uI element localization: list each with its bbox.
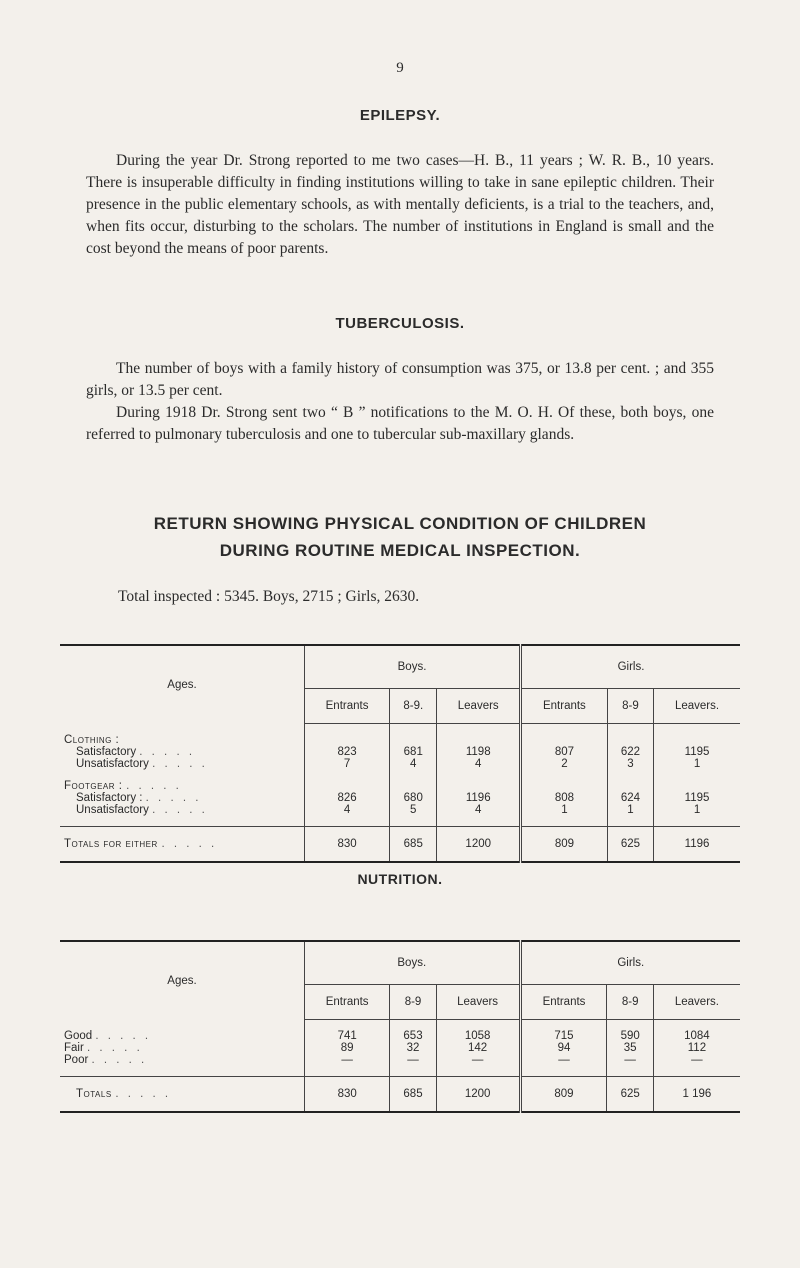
section-label: Clothing :: [60, 734, 305, 746]
table-cell: 1200: [436, 1077, 520, 1113]
table-cell: 1: [693, 804, 701, 816]
table-cell: 4: [437, 804, 521, 816]
column-header: Entrants: [305, 985, 390, 1020]
table-cell: 1: [607, 804, 653, 816]
table-cell: 1195: [684, 746, 710, 758]
table-cell: 1 196: [653, 1077, 740, 1113]
column-header: Leavers: [436, 985, 520, 1020]
row-label: Good . . . . .: [60, 1030, 305, 1042]
column-header: Entrants: [521, 689, 608, 724]
nutrition-heading: NUTRITION.: [357, 871, 443, 887]
row-label: Unsatisfactory . . . . .: [60, 758, 305, 770]
table-cell: 1: [521, 804, 608, 816]
table-cell: 1: [693, 758, 701, 770]
girls-header: Girls.: [521, 645, 740, 689]
table-cell: 625: [607, 1077, 653, 1113]
ages-header: Ages.: [60, 645, 305, 724]
table-cell: 142: [436, 1042, 520, 1054]
table-cell: —: [691, 1054, 703, 1066]
table-cell: 826: [305, 792, 390, 804]
table-cell: 4: [437, 758, 521, 770]
tuberculosis-paragraph-2: During 1918 Dr. Strong sent two “ B ” notifications to the M. O. H. Of these, both boys, one referred to pulmonary tuberculosis and one to tubercular sub-maxillary glands.: [86, 404, 714, 443]
table-cell: 590: [607, 1030, 653, 1042]
return-heading-line-2: DURING ROUTINE MEDICAL INSPECTION.: [219, 541, 581, 560]
table-row: [60, 746, 740, 758]
table-cell: 2: [521, 758, 608, 770]
column-header: Entrants: [520, 985, 607, 1020]
table-row: [60, 804, 740, 816]
boys-header: Boys.: [305, 941, 521, 985]
column-header: Entrants: [305, 689, 390, 724]
table-cell: 4: [390, 758, 437, 770]
totals-row: [60, 1077, 740, 1113]
column-header: 8-9: [607, 689, 653, 724]
table-cell: 4: [305, 804, 390, 816]
table-row: [60, 758, 740, 770]
table-cell: —: [305, 1054, 390, 1066]
table-cell: 823: [305, 746, 390, 758]
table-cell: 1058: [436, 1030, 520, 1042]
table-cell: 3: [607, 758, 653, 770]
table-cell: 680: [390, 792, 437, 804]
column-header: 8-9: [607, 985, 653, 1020]
totals-label: Totals . . . . .: [60, 1077, 305, 1113]
totals-row: [60, 827, 740, 863]
table-cell: 808: [521, 792, 608, 804]
table-cell: 94: [520, 1042, 607, 1054]
epilepsy-heading: EPILEPSY.: [359, 107, 441, 124]
table-row: [60, 792, 740, 804]
column-header: 8-9: [390, 985, 436, 1020]
girls-header: Girls.: [520, 941, 740, 985]
table-cell: 1195: [684, 792, 710, 804]
table-cell: 685: [390, 827, 437, 863]
return-heading: [0, 510, 800, 564]
table-cell: 32: [390, 1042, 436, 1054]
table-cell: —: [390, 1054, 436, 1066]
table-row: [60, 734, 740, 746]
nutrition-table: [60, 940, 740, 1113]
table-row: [60, 1030, 740, 1042]
table-cell: 681: [390, 746, 437, 758]
table-cell: 1084: [684, 1030, 710, 1042]
table-cell: 1198: [437, 746, 521, 758]
table-cell: 7: [305, 758, 390, 770]
table-cell: 830: [305, 827, 390, 863]
epilepsy-paragraph: During the year Dr. Strong reported to me two cases—H. B., 11 years ; W. R. B., 10 years. There is insuperable difficulty in finding institutions willing to take in sane epileptic children. Their presence in the public elementary schools, as with mentally deficients, is a trial to the teachers, and, when fits occur, disturbing to the scholars. The number of institutions in England is small and the cost beyond the means of poor parents.: [86, 152, 714, 257]
row-label: Satisfactory : . . . . .: [60, 792, 305, 804]
column-header: Leavers.: [654, 689, 740, 724]
table-cell: 807: [521, 746, 608, 758]
table-row: [60, 1042, 740, 1054]
column-header: 8-9.: [390, 689, 437, 724]
table-cell: 653: [390, 1030, 436, 1042]
row-label: Satisfactory . . . . .: [60, 746, 305, 758]
ages-header: Ages.: [60, 941, 305, 1020]
table-cell: 1196: [654, 827, 740, 863]
table-cell: 715: [520, 1030, 607, 1042]
table-cell: 622: [607, 746, 653, 758]
page-number: 9: [396, 60, 404, 76]
table-cell: 1200: [437, 827, 521, 863]
table-row: [60, 780, 740, 792]
row-label: Poor . . . . .: [60, 1054, 305, 1066]
table-cell: 809: [520, 1077, 607, 1113]
tuberculosis-paragraph-1: The number of boys with a family history of consumption was 375, or 13.8 per cent. ; and 355 girls, or 13.5 per cent.: [86, 360, 714, 399]
table-cell: 1196: [437, 792, 521, 804]
table-cell: 35: [607, 1042, 653, 1054]
table-cell: 5: [390, 804, 437, 816]
row-label: Unsatisfactory . . . . .: [60, 804, 305, 816]
table-cell: 112: [687, 1042, 707, 1054]
section-label: Footgear : . . . . .: [60, 780, 305, 792]
table-cell: 625: [607, 827, 653, 863]
totals-label: Totals for either . . . . .: [60, 827, 305, 863]
total-inspected: Total inspected : 5345. Boys, 2715 ; Girls, 2630.: [118, 588, 420, 605]
table-cell: 685: [390, 1077, 436, 1113]
table-cell: —: [607, 1054, 653, 1066]
physical-condition-table: [60, 644, 740, 863]
table-cell: 809: [521, 827, 608, 863]
row-label: Fair . . . . .: [60, 1042, 305, 1054]
table-cell: 624: [607, 792, 653, 804]
table-cell: —: [520, 1054, 607, 1066]
table-cell: 89: [305, 1042, 390, 1054]
tuberculosis-heading: TUBERCULOSIS.: [335, 315, 465, 332]
column-header: Leavers: [437, 689, 521, 724]
table-cell: —: [436, 1054, 520, 1066]
column-header: Leavers.: [653, 985, 740, 1020]
table-row: [60, 1054, 740, 1066]
return-heading-line-1: RETURN SHOWING PHYSICAL CONDITION OF CHILDREN: [153, 514, 647, 533]
boys-header: Boys.: [305, 645, 521, 689]
table-cell: 741: [305, 1030, 390, 1042]
table-cell: 830: [305, 1077, 390, 1113]
